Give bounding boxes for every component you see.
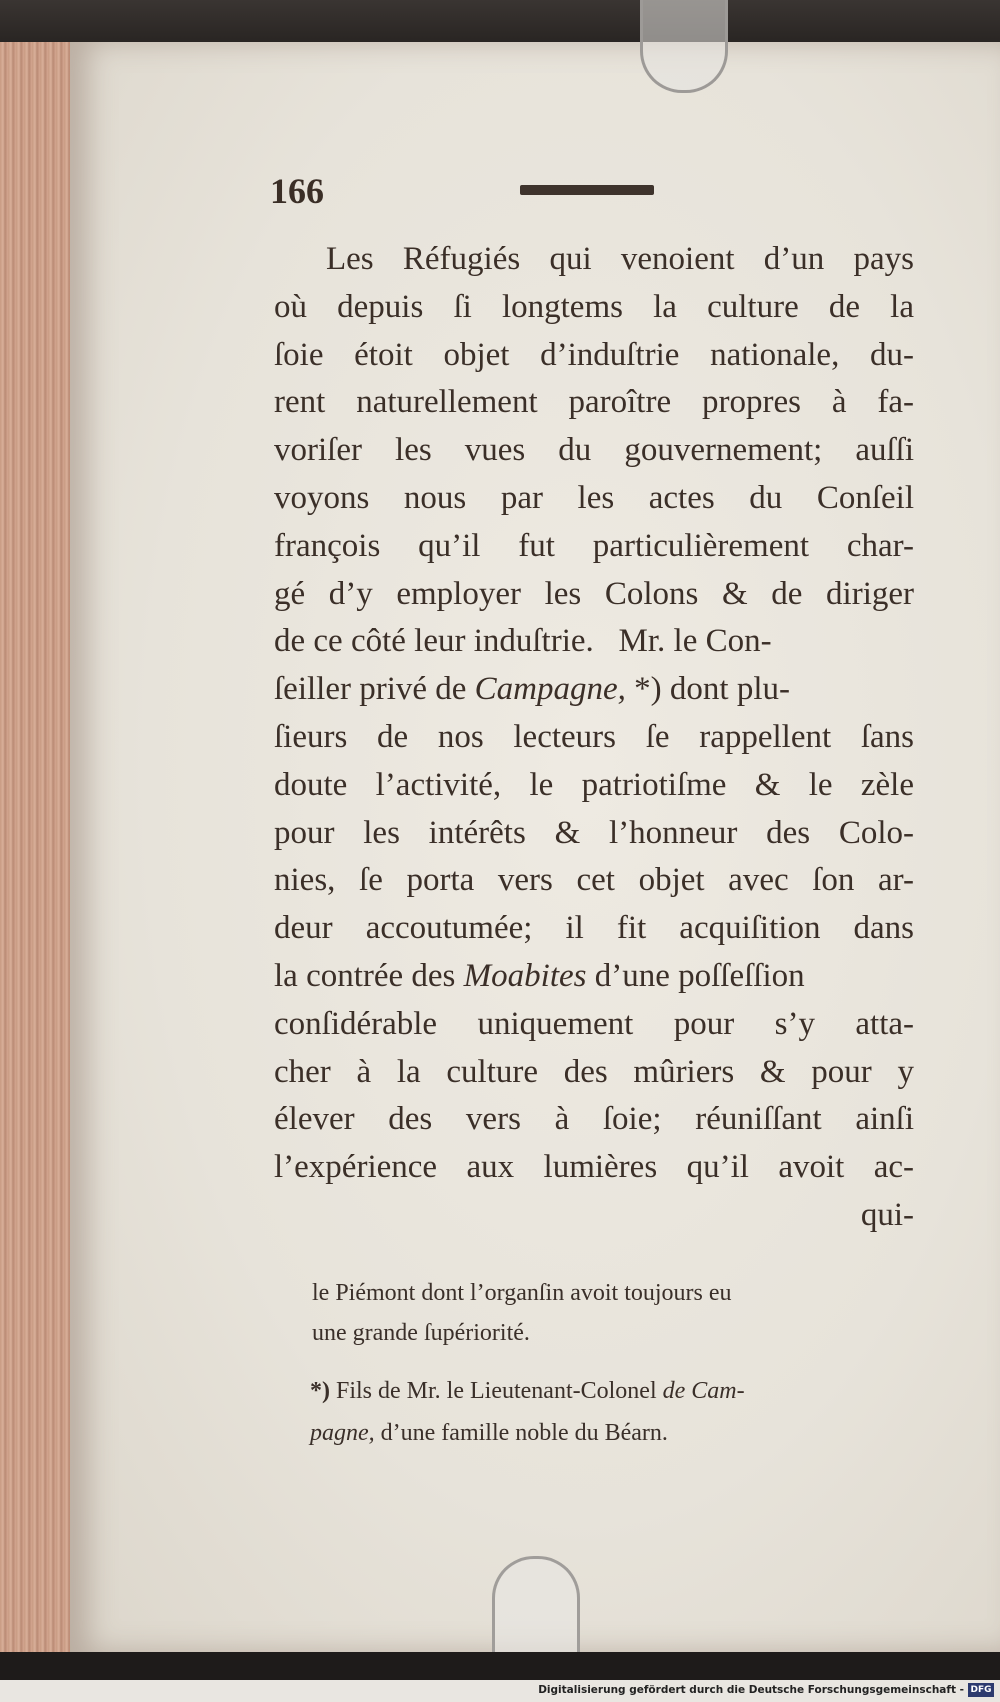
footnote-line: le Piémont dont l’organſin avoit toujours eu — [312, 1280, 732, 1306]
footnote-line: une grande ſupériorité. — [312, 1320, 530, 1346]
body-line: pour les intérêts & l’honneur des Colo- — [274, 814, 914, 851]
body-line: françois qu’il fut particulièrement char- — [274, 527, 914, 564]
body-line: deur accoutumée; il fit acquiſition dans — [274, 910, 914, 947]
footnote-text-run: d’une famille noble du Béarn. — [374, 1420, 668, 1446]
body-italic-name: Campagne, — [474, 671, 626, 708]
body-line: de ce côté leur induſtrie. Mr. le Con- — [274, 623, 772, 660]
footnote-star — [310, 1370, 914, 1454]
footnote-marker: *) — [310, 1378, 330, 1404]
catchword: qui- — [860, 1196, 914, 1233]
page-number: 166 — [270, 171, 324, 211]
page-clip-top — [640, 0, 728, 93]
body-line: l’expérience aux lumières qu’il avoit ac- — [274, 1149, 914, 1186]
footnote-text-run: Fils de Mr. le Lieutenant-Colonel — [330, 1378, 663, 1404]
body-line — [274, 953, 914, 1001]
footnote-italic-name: pagne, — [310, 1420, 375, 1446]
footnote-continued — [312, 1273, 914, 1353]
body-line: voyons nous par les actes du Conſeil — [274, 479, 914, 516]
scanner-background-bottom — [0, 1652, 1000, 1680]
body-text-run: ſeiller privé de — [274, 671, 475, 708]
body-text — [274, 236, 914, 1240]
body-text-run: la contrée des — [274, 957, 464, 994]
footnote-line — [310, 1412, 914, 1454]
footnote-line — [310, 1370, 914, 1412]
body-italic-name: Moabites — [463, 957, 587, 994]
body-line: ſoie étoit objet d’induſtrie nationale, du- — [274, 336, 914, 373]
body-line: rent naturellement paroître propres à fa- — [274, 384, 914, 421]
digitization-credit: Digitalisierung gefördert durch die Deutsche Forschungsgemeinschaft - — [538, 1684, 964, 1696]
body-text-run: *) dont plu- — [625, 671, 790, 708]
body-line: conſidérable uniquement pour s’y atta- — [274, 1005, 914, 1042]
body-line: nies, ſe porta vers cet objet avec ſon ar- — [274, 862, 914, 899]
body-line: cher à la culture des mûriers & pour y — [274, 1053, 914, 1090]
body-line: où depuis ſi longtems la culture de la — [274, 288, 914, 325]
body-text-run: d’une poſſeſſion — [586, 957, 805, 994]
footnote-italic-name: de Cam- — [662, 1378, 745, 1404]
header-ornament-rule — [520, 185, 654, 195]
body-line: ſieurs de nos lecteurs ſe rappellent ſans — [274, 718, 914, 755]
body-line: gé d’y employer les Colons & de diriger — [274, 575, 914, 612]
body-line: doute l’activité, le patriotiſme & le zèle — [274, 766, 914, 803]
body-line: voriſer les vues du gouvernement; auſſi — [274, 432, 914, 469]
body-line: Les Réfugiés qui venoient d’un pays — [326, 241, 914, 277]
body-line: élever des vers à ſoie; réuniſſant ainſi — [274, 1101, 914, 1138]
body-line — [274, 666, 914, 714]
dfg-logo: DFG — [968, 1683, 994, 1697]
